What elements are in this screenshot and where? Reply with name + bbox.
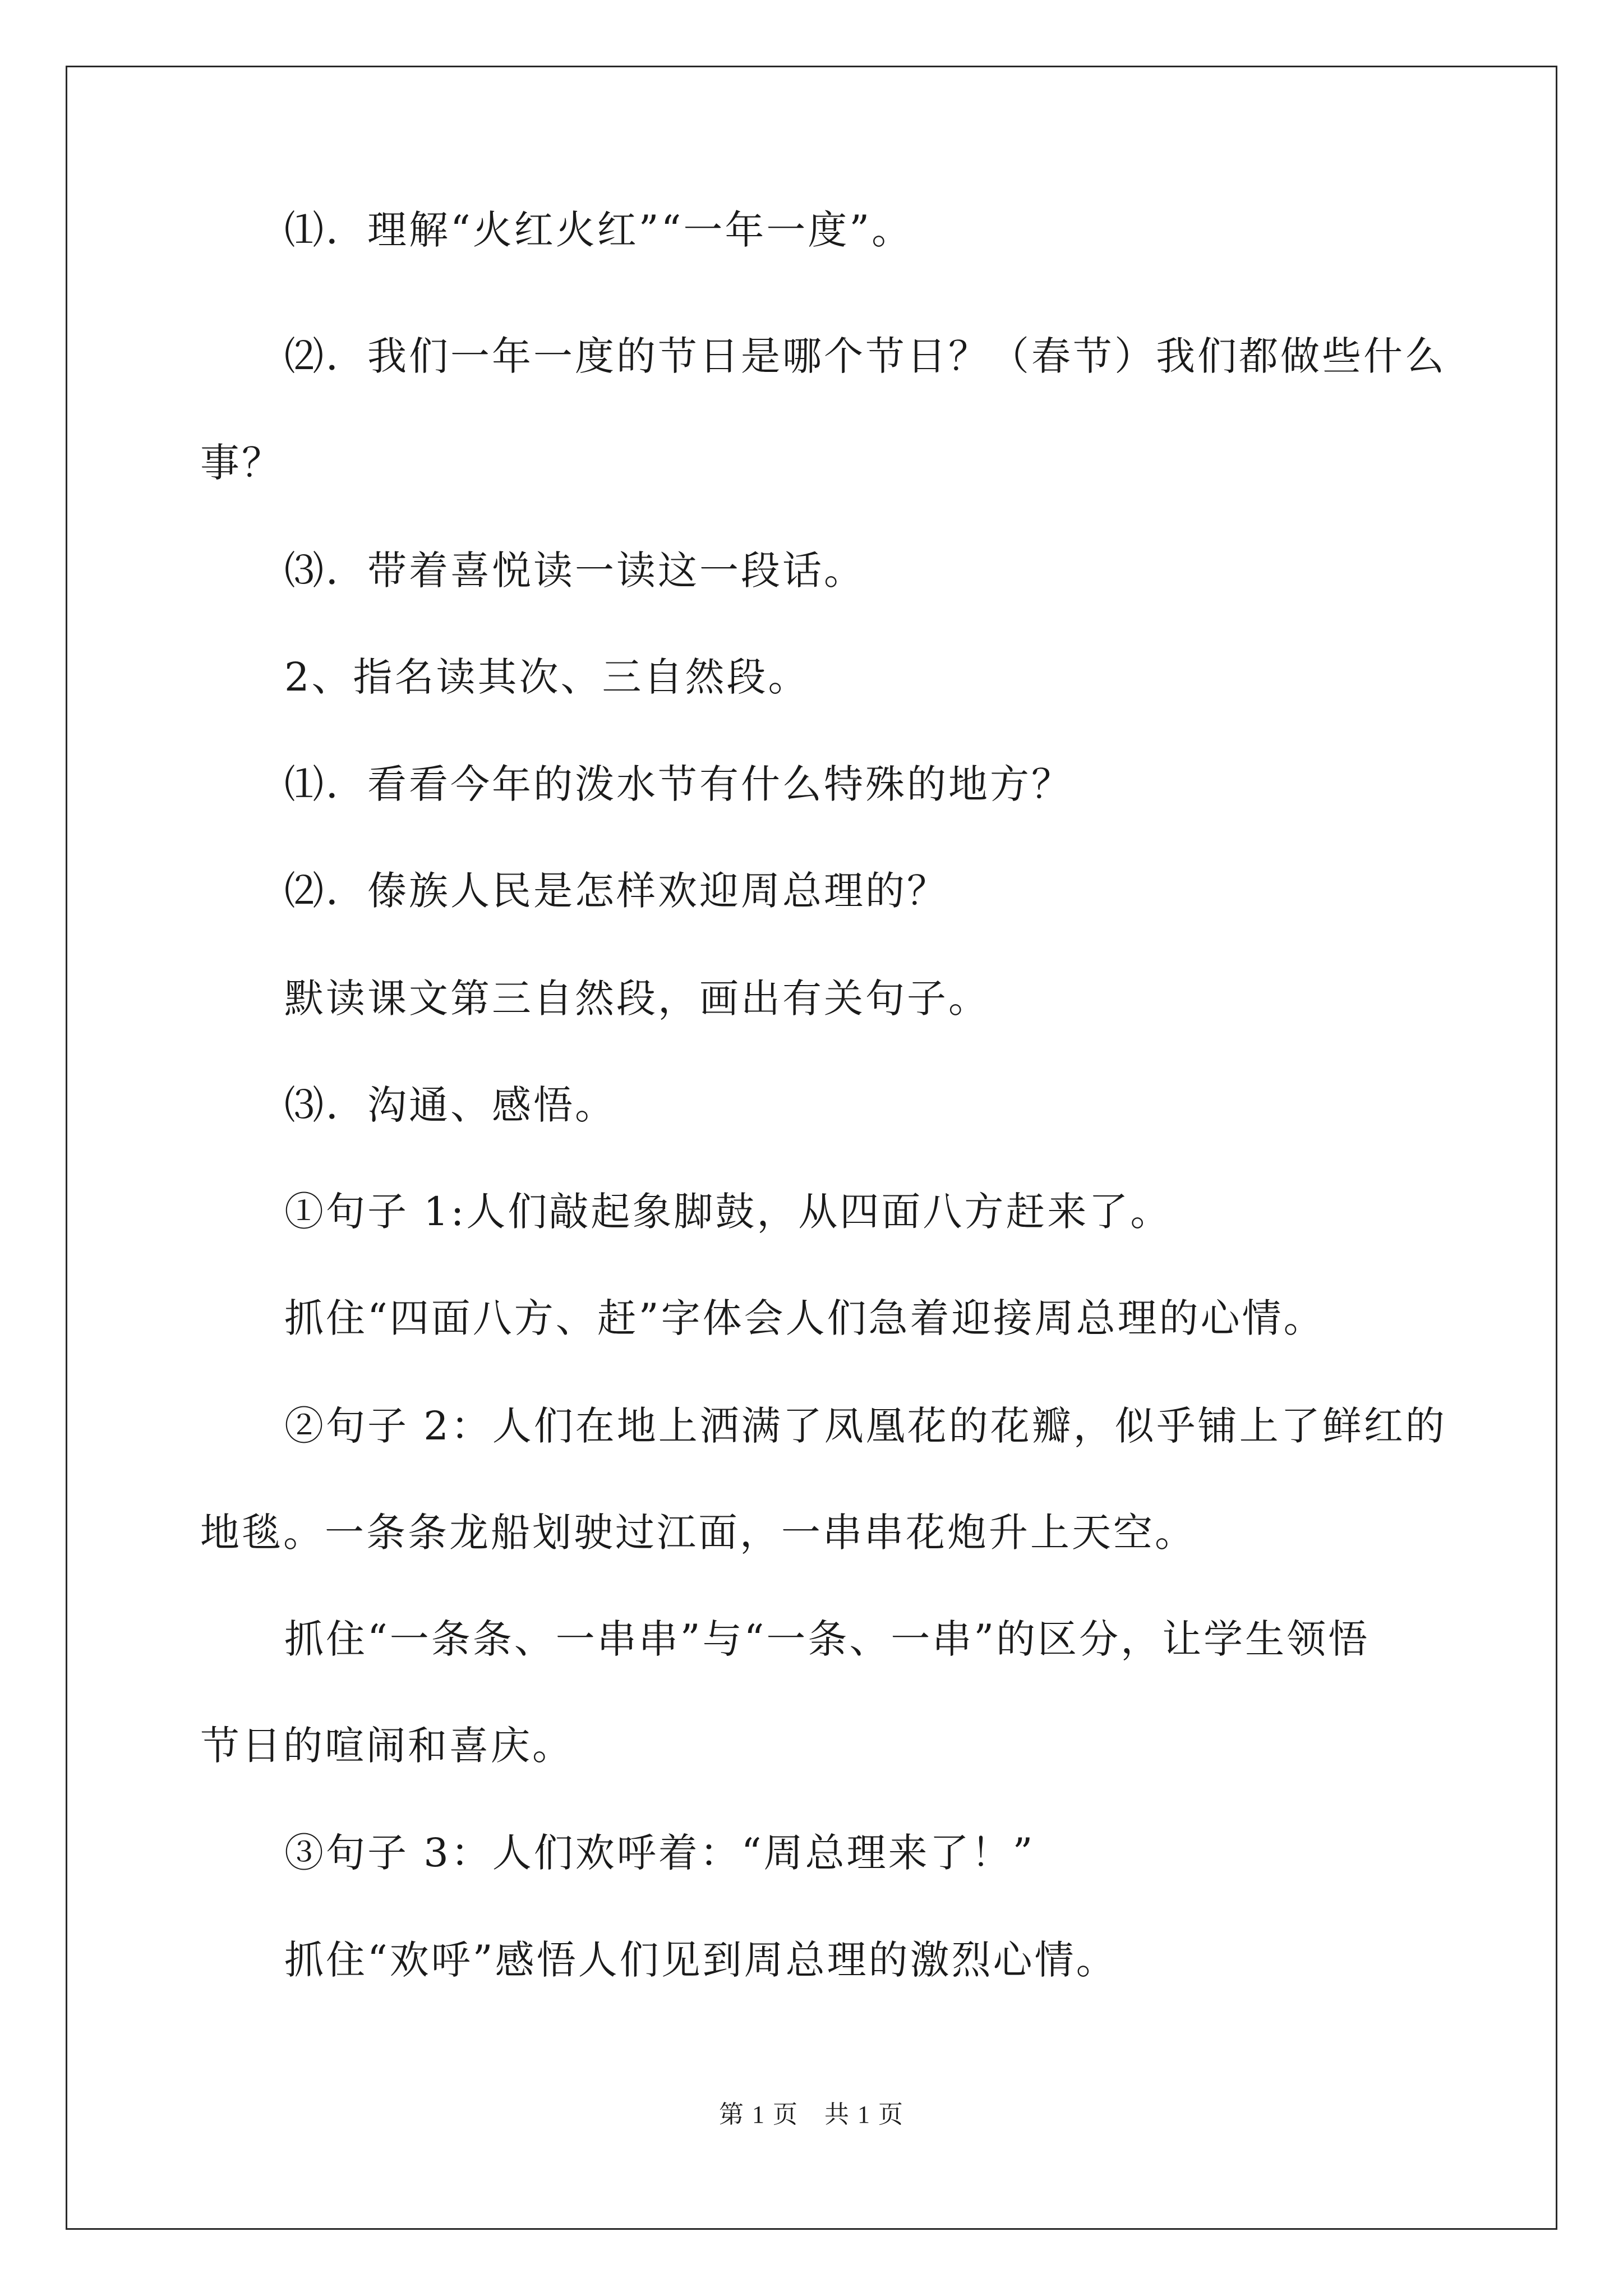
text-line: ⑵．我们一年一度的节日是哪个节日？（春节）我们都做些什么: [284, 333, 1446, 379]
text-line: 抓住“欢呼”感悟人们见到周总理的激烈心情。: [284, 1937, 1118, 1983]
text-line: ①句子 1:人们敲起象脚鼓，从四面八方赶来了。: [284, 1189, 1172, 1235]
page-number-footer: 第 1 页 共 1 页: [719, 2101, 904, 2128]
text-line: 2、指名读其次、三自然段。: [284, 654, 810, 700]
text-line: ⑵．傣族人民是怎样欢迎周总理的？: [284, 868, 948, 914]
text-line: ⑶．沟通、感悟。: [284, 1082, 616, 1128]
text-line: 地毯。一条条龙船划驶过江面，一串串花炮升上天空。: [200, 1510, 1196, 1556]
text-line: ⑴．理解“火红火红”“一年一度”。: [284, 207, 914, 253]
text-line: 抓住“一条条、一串串”与“一条、一串”的区分，让学生领悟: [284, 1616, 1370, 1662]
text-line: ③句子 3：人们欢呼着：“周总理来了！”: [284, 1830, 1035, 1876]
page-border: [66, 66, 1557, 2230]
text-line: 默读课文第三自然段，画出有关句子。: [284, 976, 990, 1022]
text-line: 节日的喧闹和喜庆。: [200, 1723, 574, 1769]
text-line: 抓住“四面八方、赶”字体会人们急着迎接周总理的心情。: [284, 1295, 1325, 1341]
text-line: ⑴．看看今年的泼水节有什么特殊的地方？: [284, 761, 1073, 807]
text-line: ⑶．带着喜悦读一读这一段话。: [284, 547, 865, 593]
text-line: 事？: [200, 440, 283, 486]
text-line: ②句子 2：人们在地上洒满了凤凰花的花瓣，似乎铺上了鲜红的: [284, 1403, 1447, 1449]
